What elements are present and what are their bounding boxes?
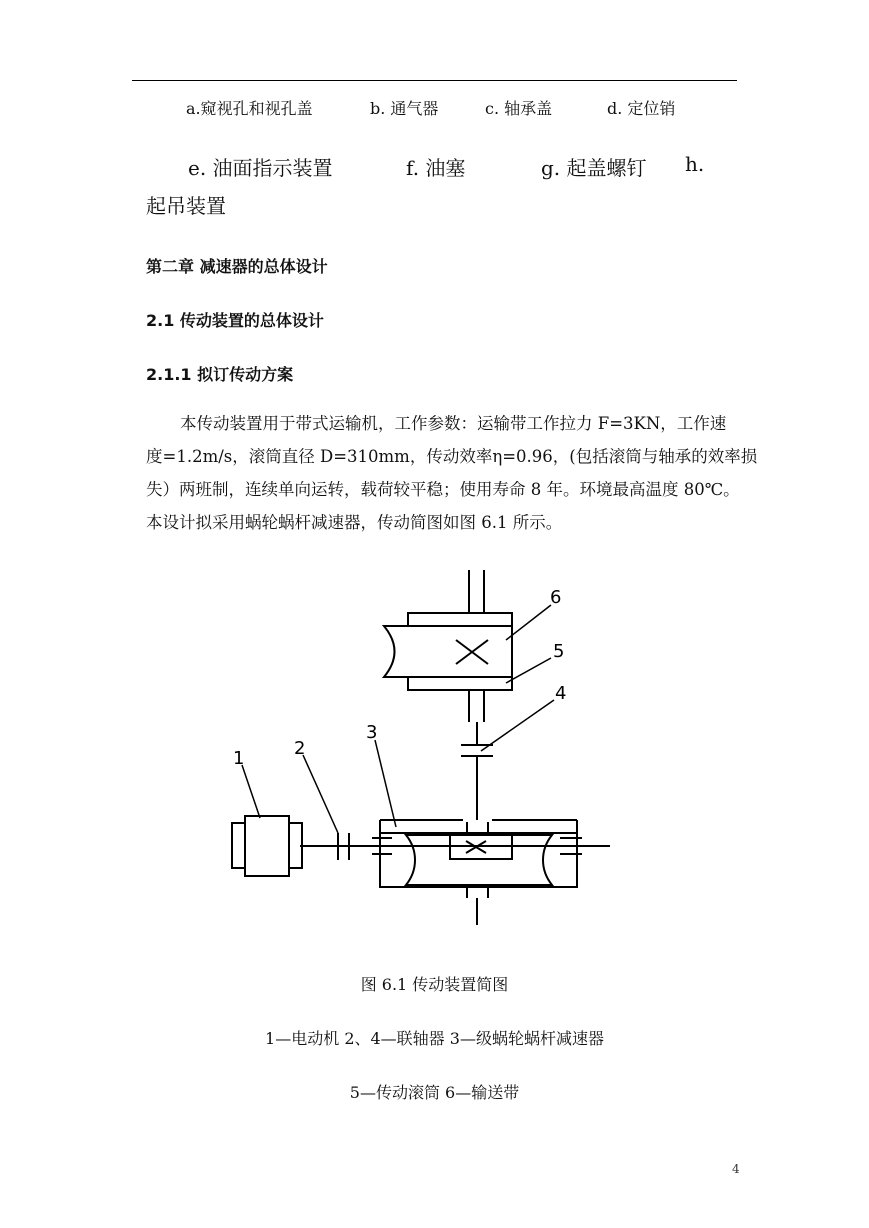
option-f: f. 油塞: [406, 156, 466, 180]
legend-line-1: 1—电动机 2、4—联轴器 3—级蜗轮蜗杆减速器: [265, 1029, 604, 1048]
option-h: h.: [685, 152, 705, 176]
section-title: 2.1 传动装置的总体设计: [146, 311, 324, 330]
option-b: b. 通气器: [370, 99, 439, 118]
paragraph-line: 失）两班制，连续单向运转，载荷较平稳；使用寿命 8 年。环境最高温度 80℃。: [146, 480, 740, 499]
page-number: 4: [732, 1162, 740, 1176]
option-d: d. 定位销: [607, 99, 676, 118]
option-a: a.窥视孔和视孔盖: [186, 99, 313, 118]
option-g: g. 起盖螺钉: [541, 156, 647, 180]
option-e: e. 油面指示装置: [188, 156, 333, 180]
paragraph-line: 本传动装置用于带式运输机，工作参数：运输带工作拉力 F=3KN，工作速: [180, 414, 727, 433]
paragraph-line: 度=1.2m/s，滚筒直径 D=310mm，传动效率η=0.96，(包括滚筒与轴承的效率损: [146, 447, 758, 466]
label-5: 5: [553, 641, 565, 662]
label-2: 2: [294, 738, 306, 759]
option-c: c. 轴承盖: [485, 99, 553, 118]
legend-line-2: 5—传动滚筒 6—输送带: [349, 1083, 520, 1102]
option-h-continued: 起吊装置: [146, 194, 226, 218]
label-4: 4: [555, 683, 567, 704]
label-6: 6: [550, 587, 562, 608]
figure-caption: 图 6.1 传动装置简图: [360, 975, 509, 994]
subsection-title: 2.1.1 拟订传动方案: [146, 365, 294, 384]
label-3: 3: [366, 722, 378, 743]
chapter-title: 第二章 减速器的总体设计: [146, 257, 328, 276]
paragraph-line: 本设计拟采用蜗轮蜗杆减速器，传动简图如图 6.1 所示。: [146, 513, 563, 532]
label-1: 1: [233, 748, 245, 769]
